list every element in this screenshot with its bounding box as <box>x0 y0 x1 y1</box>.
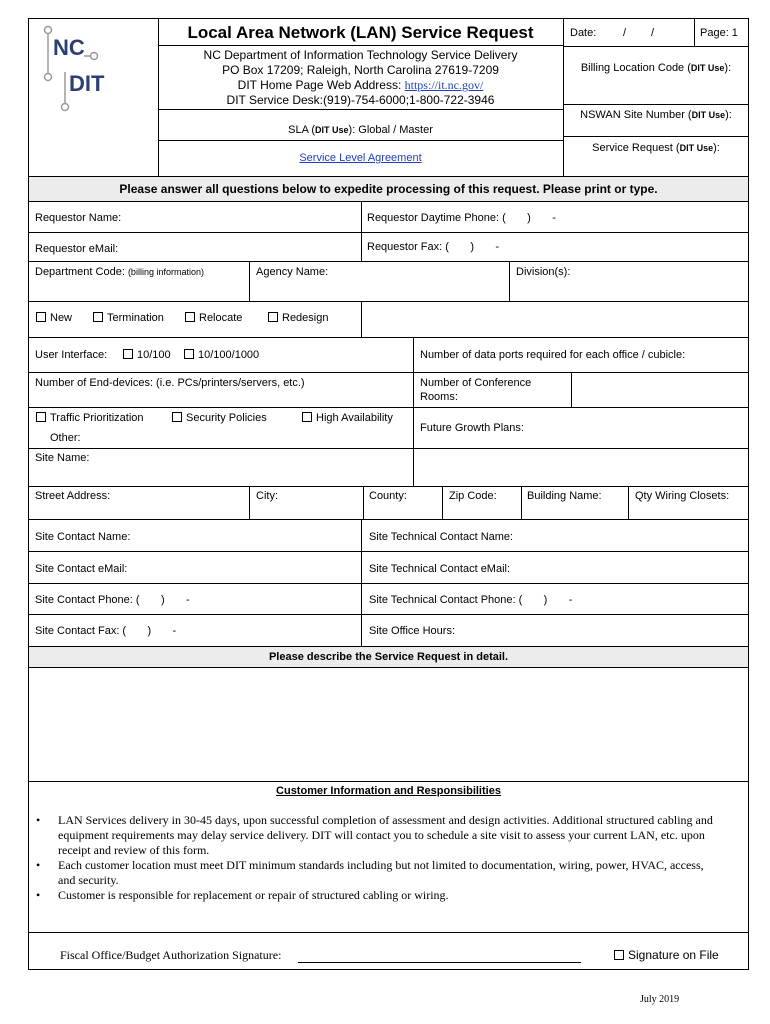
requestor-email-field[interactable]: Requestor eMail: <box>35 243 119 255</box>
site-contact-name-field[interactable]: Site Contact Name: <box>35 531 131 543</box>
web-address-link[interactable]: https://it.nc.gov/ <box>404 78 484 92</box>
checkbox-signature-on-file[interactable]: Signature on File <box>614 949 719 962</box>
org-line-3: DIT Home Page Web Address: https://it.nc.gov/ <box>237 78 484 92</box>
site-office-hours-field[interactable]: Site Office Hours: <box>369 625 455 637</box>
sla-text: SLA (DIT Use): Global / Master <box>288 124 433 136</box>
date-label: Date: <box>570 27 597 39</box>
county-field[interactable]: County: <box>369 490 407 502</box>
billing-location-label: Billing Location Code (DIT Use): <box>580 62 732 74</box>
page-number: Page: 1 <box>700 27 738 39</box>
service-request-label: Service Request (DIT Use): <box>592 142 720 154</box>
division-field[interactable]: Division(s): <box>516 266 571 278</box>
site-tech-name-field[interactable]: Site Technical Contact Name: <box>369 531 514 543</box>
service-level-agreement-link[interactable]: Service Level Agreement <box>299 152 422 164</box>
date-sep-2: / <box>651 27 655 39</box>
checkbox-box[interactable] <box>614 950 624 960</box>
checkbox-box[interactable] <box>123 349 133 359</box>
bullet-item: • LAN Services delivery in 30-45 days, upon successful completion of assessment and design activities. Additional structured cabling and equipment requirements may delay service delivery. DIT will contact you to schedule a site visit to assess your current LAN, etc. upon receipt and review of this form. <box>36 813 713 857</box>
site-contact-email-field[interactable]: Site Contact eMail: <box>35 563 128 575</box>
end-devices-field[interactable]: Number of End-devices: (i.e. PCs/printers/servers, etc.) <box>35 377 305 389</box>
site-tech-phone-field[interactable]: Site Technical Contact Phone: ( ) - <box>369 594 573 606</box>
department-code-field[interactable]: Department Code: (billing information) <box>35 266 204 278</box>
svg-text:DIT: DIT <box>69 71 105 96</box>
checkbox-redesign[interactable]: Redesign <box>268 312 328 325</box>
checkbox-box[interactable] <box>36 412 46 422</box>
svg-text:NC: NC <box>53 35 85 60</box>
site-contact-phone-field[interactable]: Site Contact Phone: ( ) - <box>35 594 190 606</box>
instructions-text: Please answer all questions below to expedite processing of this request. Please print or type. <box>119 182 658 196</box>
footer-date: July 2019 <box>640 994 680 1005</box>
checkbox-box[interactable] <box>172 412 182 422</box>
checkbox-box[interactable] <box>302 412 312 422</box>
checkbox-termination[interactable]: Termination <box>93 312 164 325</box>
checkbox-box[interactable] <box>184 349 194 359</box>
future-growth-field[interactable]: Future Growth Plans: <box>420 422 524 434</box>
site-name-field[interactable]: Site Name: <box>35 452 90 464</box>
wiring-closets-field[interactable]: Qty Wiring Closets: <box>635 490 730 502</box>
form-page <box>28 18 748 970</box>
checkbox-10-100[interactable]: 10/100 <box>123 349 171 362</box>
describe-heading: Please describe the Service Request in detail. <box>268 651 509 663</box>
checkbox-traffic-prioritization[interactable]: Traffic Prioritization <box>36 412 144 425</box>
org-line-2: PO Box 17209; Raleigh, North Carolina 27619-7209 <box>222 63 499 77</box>
data-ports-field[interactable]: Number of data ports required for each office / cubicle: <box>420 349 686 361</box>
customer-bullets <box>36 813 742 903</box>
site-tech-email-field[interactable]: Site Technical Contact eMail: <box>369 563 511 575</box>
signature-line[interactable] <box>298 961 581 963</box>
checkbox-box[interactable] <box>93 312 103 322</box>
requestor-fax-field[interactable]: Requestor Fax: ( ) - <box>367 241 500 253</box>
bullet-item: • Each customer location must meet DIT minimum standards including but not limited to documentation, wiring, power, HVAC, access, and security. <box>36 858 704 887</box>
service-request-detail-area[interactable] <box>29 668 748 781</box>
checkbox-high-availability[interactable]: High Availability <box>302 412 393 425</box>
form-title: Local Area Network (LAN) Service Request <box>187 23 534 42</box>
requestor-phone-field[interactable]: Requestor Daytime Phone: ( ) - <box>367 212 556 224</box>
nswan-label: NSWAN Site Number (DIT Use): <box>580 109 732 121</box>
org-line-1: NC Department of Information Technology Service Delivery <box>203 48 518 62</box>
date-sep-1: / <box>623 27 627 39</box>
zip-code-field[interactable]: Zip Code: <box>449 490 497 502</box>
city-field[interactable]: City: <box>256 490 278 502</box>
street-address-field[interactable]: Street Address: <box>35 490 111 502</box>
checkbox-relocate[interactable]: Relocate <box>185 312 242 325</box>
bullet-item: • Customer is responsible for replacement or repair of structured cabling or wiring. <box>36 888 449 902</box>
checkbox-box[interactable] <box>185 312 195 322</box>
building-name-field[interactable]: Building Name: <box>527 490 602 502</box>
other-field[interactable]: Other: <box>50 432 81 444</box>
site-contact-fax-field[interactable]: Site Contact Fax: ( ) - <box>35 625 177 637</box>
nc-dit-logo <box>38 24 148 114</box>
org-line-4: DIT Service Desk:(919)-754-6000;1-800-722-3946 <box>226 93 495 107</box>
checkbox-new[interactable]: New <box>36 312 72 325</box>
checkbox-10-100-1000[interactable]: 10/100/1000 <box>184 349 259 362</box>
conference-rooms-label[interactable]: Number of Conference Rooms: <box>420 377 532 403</box>
checkbox-security-policies[interactable]: Security Policies <box>172 412 267 425</box>
checkbox-box[interactable] <box>268 312 278 322</box>
requestor-name-field[interactable]: Requestor Name: <box>35 212 122 224</box>
customer-info-heading: Customer Information and Responsibilities <box>276 785 501 797</box>
checkbox-box[interactable] <box>36 312 46 322</box>
signature-label: Fiscal Office/Budget Authorization Signature: <box>60 948 282 962</box>
sla-link-wrap <box>158 152 563 165</box>
agency-name-field[interactable]: Agency Name: <box>256 266 329 278</box>
user-interface-label: User Interface: <box>35 349 108 361</box>
